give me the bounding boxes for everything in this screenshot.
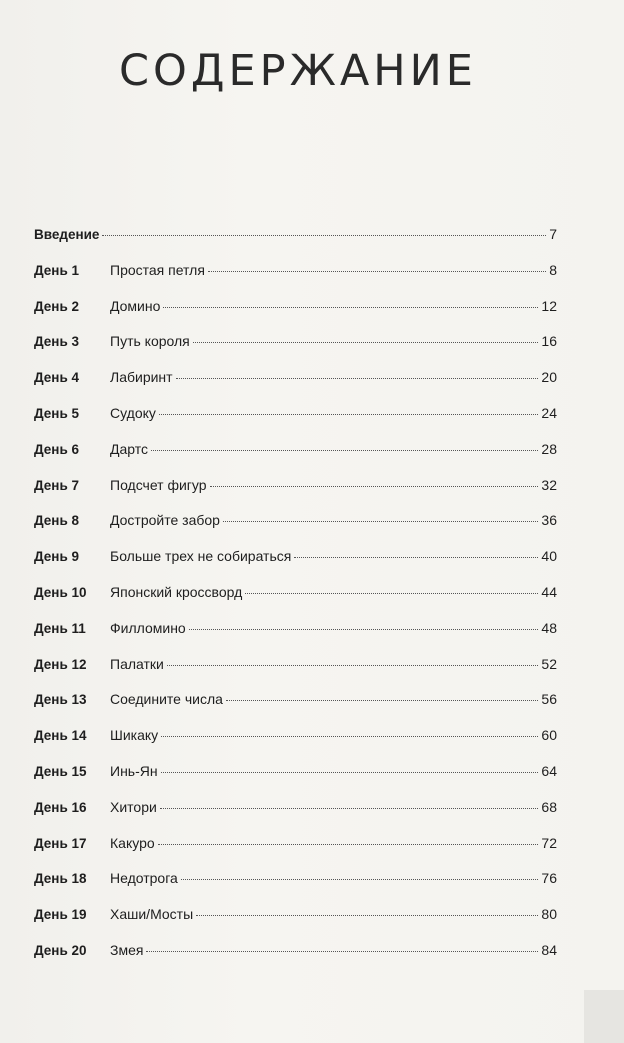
toc-chapter-name: Хитори: [110, 798, 157, 815]
toc-day-label: День 1: [34, 262, 80, 278]
toc-chapter-name: Лабиринт: [110, 369, 173, 386]
toc-day-label: День 4: [34, 370, 80, 386]
page-corner-shadow: [584, 990, 624, 1043]
toc-day-label: День 6: [34, 441, 80, 457]
page-title: СОДЕРЖАНИЕ: [119, 46, 477, 96]
toc-row: [34, 727, 557, 763]
toc-row: [34, 369, 557, 405]
toc-chapter-name: Японский кроссворд: [110, 583, 243, 600]
toc-row: [34, 691, 557, 727]
toc-day-label: День 18: [34, 871, 87, 887]
dot-leader: [189, 629, 539, 630]
toc-row: [34, 656, 557, 692]
toc-row: [34, 441, 557, 477]
dot-leader: [245, 593, 538, 594]
toc-page-number: 60: [541, 727, 557, 744]
toc-row: [34, 584, 557, 620]
toc-chapter-name: Судоку: [110, 404, 156, 421]
toc-chapter-name: Шикаку: [110, 727, 159, 744]
dot-leader: [159, 414, 539, 415]
toc-row: [34, 906, 557, 942]
toc-page-number: 24: [541, 404, 557, 421]
toc-day-label: День 12: [34, 656, 87, 672]
dot-leader: [181, 879, 539, 880]
toc-chapter-name: Филломино: [110, 619, 186, 636]
dot-leader: [146, 951, 538, 952]
toc-row: [34, 298, 557, 334]
toc-chapter-name: Какуро: [110, 834, 155, 851]
toc-chapter-name: Хаши/Мосты: [110, 906, 194, 923]
toc-day-label: День 2: [34, 298, 80, 314]
toc-page-number: 32: [541, 476, 557, 493]
dot-leader: [158, 844, 539, 845]
toc-chapter-name: Недотрога: [110, 870, 178, 887]
toc-day-label: День 7: [34, 477, 80, 493]
dot-leader: [167, 665, 539, 666]
table-of-contents: [34, 226, 557, 978]
toc-row: [34, 477, 557, 513]
dot-leader: [223, 521, 538, 522]
toc-page-number: 48: [541, 619, 557, 636]
toc-day-label: День 15: [34, 763, 87, 779]
toc-page-number: 72: [541, 834, 557, 851]
dot-leader: [160, 808, 539, 809]
toc-row: [34, 799, 557, 835]
toc-chapter-name: Палатки: [110, 655, 164, 672]
toc-day-label: День 8: [34, 513, 80, 529]
dot-leader: [161, 736, 538, 737]
toc-day-label: День 10: [34, 584, 87, 600]
toc-row: [34, 333, 557, 369]
toc-day-label: День 3: [34, 334, 80, 350]
toc-day-label: День 5: [34, 405, 80, 421]
toc-chapter-name: Змея: [110, 941, 144, 958]
toc-day-label: День 14: [34, 728, 87, 744]
toc-chapter-name: Домино: [110, 297, 161, 314]
toc-page-number: 40: [541, 548, 557, 565]
toc-day-label: День 16: [34, 799, 87, 815]
toc-day-label: День 17: [34, 835, 87, 851]
toc-chapter-name: Дартс: [110, 440, 149, 457]
toc-row: [34, 512, 557, 548]
toc-row: [34, 262, 557, 298]
toc-page-number: 20: [541, 369, 557, 386]
toc-chapter-name: Достройте забор: [110, 512, 220, 529]
toc-page-number: 68: [541, 798, 557, 815]
toc-page-number: 52: [541, 655, 557, 672]
toc-row: [34, 763, 557, 799]
toc-day-label: День 20: [34, 942, 87, 958]
dot-leader: [294, 557, 538, 558]
toc-row: [34, 620, 557, 656]
toc-row: [34, 870, 557, 906]
toc-day-label: День 9: [34, 549, 80, 565]
toc-row: [34, 405, 557, 441]
dot-leader: [151, 450, 538, 451]
dot-leader: [208, 271, 546, 272]
toc-page-number: 28: [541, 440, 557, 457]
dot-leader: [226, 700, 539, 701]
toc-page-number: 76: [541, 870, 557, 887]
dot-leader: [210, 486, 539, 487]
toc-day-label: День 13: [34, 692, 87, 708]
dot-leader: [102, 235, 546, 236]
toc-page-number: 44: [541, 583, 557, 600]
toc-page-number: 16: [541, 333, 557, 350]
toc-chapter-name: Простая петля: [110, 261, 205, 278]
toc-day-label: День 19: [34, 907, 87, 923]
toc-chapter-name: Путь короля: [110, 333, 190, 350]
toc-chapter-name: Инь-Ян: [110, 762, 158, 779]
toc-page-number: 8: [549, 261, 557, 278]
toc-page-number: 56: [541, 691, 557, 708]
toc-row: [34, 548, 557, 584]
dot-leader: [163, 307, 538, 308]
toc-chapter-name: Больше трех не собираться: [110, 548, 292, 565]
toc-row: [34, 835, 557, 871]
toc-chapter-name: Подсчет фигур: [110, 476, 207, 493]
toc-page-number: 36: [541, 512, 557, 529]
dot-leader: [193, 342, 539, 343]
toc-row: [34, 942, 557, 978]
dot-leader: [161, 772, 539, 773]
dot-leader: [176, 378, 539, 379]
toc-day-label: День 11: [34, 620, 86, 636]
toc-page-number: 84: [541, 941, 557, 958]
toc-page-number: 7: [549, 226, 557, 242]
dot-leader: [196, 915, 538, 916]
toc-intro-label: Введение: [34, 227, 100, 242]
toc-chapter-name: Соедините числа: [110, 691, 223, 708]
toc-page-number: 80: [541, 906, 557, 923]
toc-page-number: 12: [541, 297, 557, 314]
toc-page-number: 64: [541, 762, 557, 779]
toc-row-intro: [34, 226, 557, 262]
